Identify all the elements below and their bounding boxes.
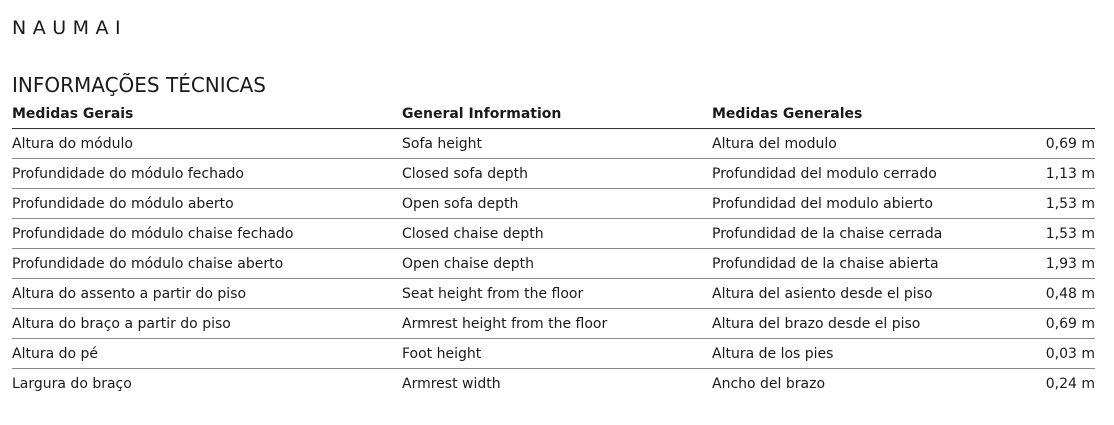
cell-en: Seat height from the floor [402, 279, 712, 309]
cell-es: Ancho del brazo [712, 375, 826, 392]
cell-en: Open sofa depth [402, 189, 712, 219]
table-row [12, 159, 1095, 189]
header-en: General Information [402, 100, 712, 129]
cell-en: Sofa height [402, 129, 712, 159]
cell-en: Armrest height from the floor [402, 309, 712, 339]
header-es: Medidas Generales [712, 100, 1012, 129]
cell-value: 1,53 m [1012, 219, 1095, 249]
cell-value: 0,69 m [1012, 309, 1095, 339]
cell-en: Closed sofa depth [402, 159, 712, 189]
cell-es: Altura del brazo desde el piso [712, 309, 1012, 339]
table-row [12, 279, 1095, 309]
cell-value: 0,48 m [1012, 279, 1095, 309]
cell-es: Altura de los pies [712, 339, 1012, 369]
cell-pt: Profundidade do módulo chaise aberto [12, 249, 402, 279]
table-row [12, 249, 1095, 279]
cell-pt: Profundidade do módulo aberto [12, 189, 402, 219]
table-row [12, 219, 1095, 249]
technical-specs-table [12, 100, 1095, 398]
cell-value: 1,93 m [1012, 249, 1095, 279]
table-row [12, 189, 1095, 219]
cell-en: Closed chaise depth [402, 219, 712, 249]
table-row [12, 339, 1095, 369]
cell-value: 1,53 m [1012, 189, 1095, 219]
cell-pt: Profundidade do módulo chaise fechado [12, 219, 402, 249]
cell-pt: Altura do módulo [12, 129, 402, 159]
cell-es: Profundidad del modulo abierto [712, 189, 1012, 219]
cell-pt: Altura do pé [12, 339, 402, 369]
brand-title: NAUMAI [12, 17, 128, 39]
cell-value: 0,24 m [1045, 375, 1095, 392]
table-row [12, 369, 1095, 399]
cell-en: Foot height [402, 339, 712, 369]
cell-pt: Largura do braço [12, 375, 132, 392]
header-pt: Medidas Gerais [12, 100, 402, 129]
cell-es: Altura del modulo [712, 129, 1012, 159]
cell-pt: Profundidade do módulo fechado [12, 159, 402, 189]
table-row [12, 129, 1095, 159]
header-value [1012, 100, 1095, 129]
cell-pt: Altura do assento a partir do piso [12, 279, 402, 309]
cell-pt: Altura do braço a partir do piso [12, 309, 402, 339]
cell-value: 0,03 m [1012, 339, 1095, 369]
table-row [12, 309, 1095, 339]
cell-es: Profundidad de la chaise abierta [712, 249, 1012, 279]
cell-value: 0,69 m [1012, 129, 1095, 159]
cell-value: 1,13 m [1012, 159, 1095, 189]
cell-en: Armrest width [402, 375, 501, 392]
cell-es: Altura del asiento desde el piso [712, 279, 1012, 309]
cell-es: Profundidad de la chaise cerrada [712, 219, 1012, 249]
section-title: INFORMAÇÕES TÉCNICAS [12, 73, 267, 97]
cell-en: Open chaise depth [402, 249, 712, 279]
table-header-row [12, 100, 1095, 129]
cell-es: Profundidad del modulo cerrado [712, 159, 1012, 189]
